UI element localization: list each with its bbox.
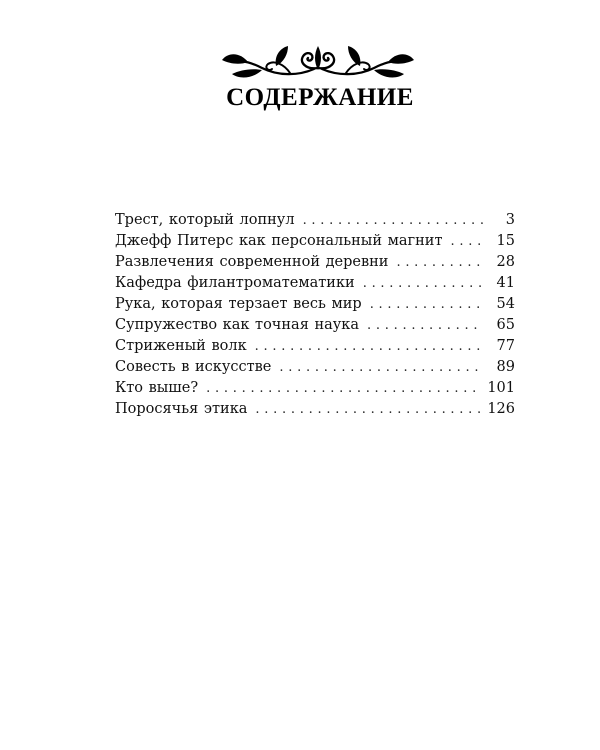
toc-entry — [115, 231, 515, 252]
toc-entry-title: Кто выше? — [115, 380, 199, 396]
toc-entry — [115, 336, 515, 357]
table-of-contents — [115, 210, 515, 420]
toc-entry — [115, 399, 515, 420]
toc-dot-leader — [255, 399, 481, 420]
toc-entry-title: Трест, который лопнул — [115, 212, 295, 228]
toc-dot-leader — [396, 252, 483, 273]
toc-entry — [115, 357, 515, 378]
toc-dot-leader — [206, 378, 481, 399]
toc-entry-page: 54 — [496, 296, 515, 312]
toc-entry-title: Развлечения современной деревни — [115, 254, 389, 270]
toc-entry — [115, 378, 515, 399]
toc-entry — [115, 210, 515, 231]
toc-entry — [115, 252, 515, 273]
toc-entry-title: Стриженый волк — [115, 338, 247, 354]
page-title: СОДЕРЖАНИЕ — [226, 84, 414, 111]
toc-dot-leader — [370, 294, 483, 315]
toc-dot-leader — [450, 231, 483, 252]
toc-dot-leader — [303, 210, 483, 231]
toc-entry-title: Совесть в искусстве — [115, 359, 272, 375]
toc-entry-title: Кафедра филантроматематики — [115, 275, 355, 291]
toc-entry-page: 101 — [487, 380, 515, 396]
toc-entry-page: 126 — [487, 401, 515, 417]
toc-entry-page: 77 — [496, 338, 515, 354]
toc-entry-title: Поросячья этика — [115, 401, 248, 417]
toc-dot-leader — [255, 336, 483, 357]
toc-entry-page: 41 — [496, 275, 515, 291]
toc-entry-page: 3 — [505, 212, 515, 228]
toc-entry-page: 65 — [496, 317, 515, 333]
toc-entry-title: Супружество как точная наука — [115, 317, 359, 333]
toc-entry-page: 15 — [496, 233, 515, 249]
toc-entry — [115, 294, 515, 315]
toc-dot-leader — [363, 273, 483, 294]
flourish-ornament-icon — [218, 40, 418, 82]
toc-entry — [115, 273, 515, 294]
toc-entry — [115, 315, 515, 336]
toc-entry-page: 28 — [496, 254, 515, 270]
toc-entry-title: Рука, которая терзает весь мир — [115, 296, 362, 312]
toc-dot-leader — [367, 315, 483, 336]
toc-entry-title: Джефф Питерс как персональный магнит — [115, 233, 443, 249]
toc-dot-leader — [279, 357, 483, 378]
toc-entry-page: 89 — [496, 359, 515, 375]
